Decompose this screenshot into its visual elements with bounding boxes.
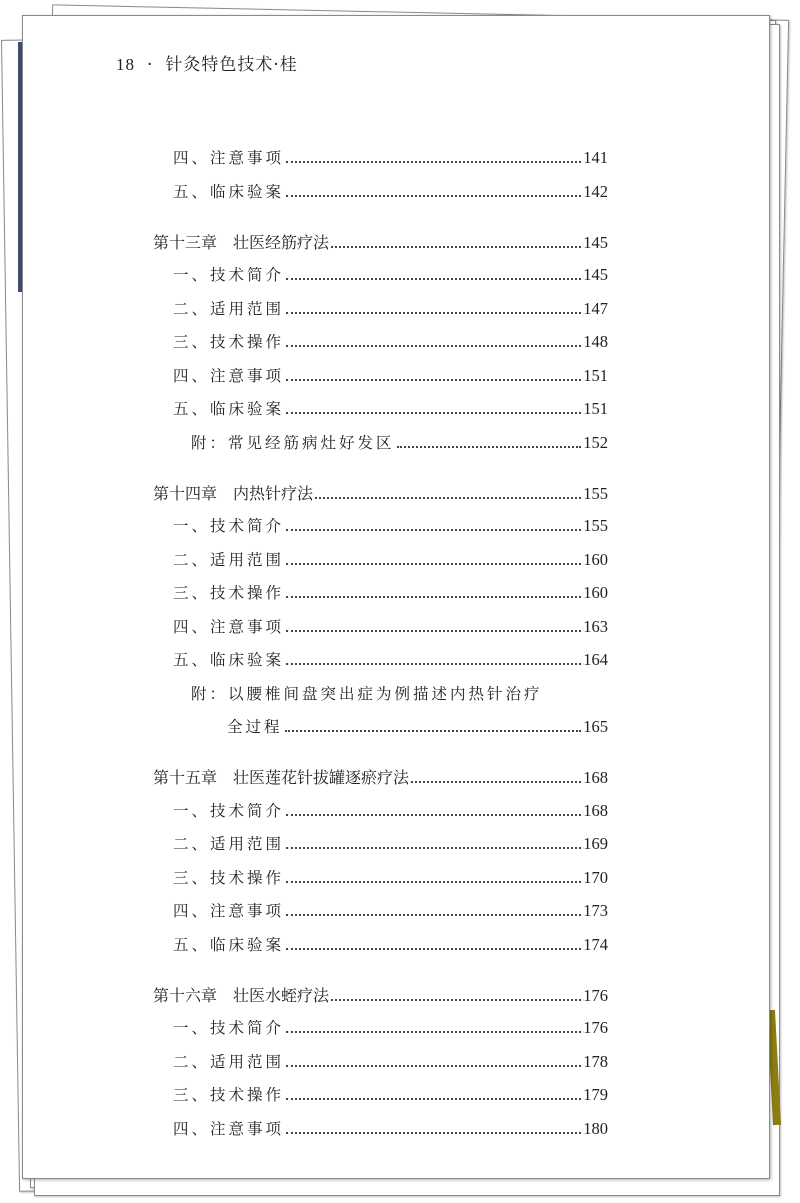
entry-title: 三、技术操作 bbox=[173, 868, 285, 887]
toc-entry[interactable] bbox=[173, 180, 608, 202]
entry-title: 四、注意事项 bbox=[173, 149, 285, 167]
entry-title: 附：以腰椎间盘突出症为例描述内热针治疗 bbox=[191, 684, 543, 703]
toc-entry[interactable] bbox=[173, 899, 608, 921]
toc-page bbox=[22, 15, 770, 1179]
toc-entry[interactable] bbox=[173, 799, 608, 821]
entry-title: 二、适用范围 bbox=[173, 299, 285, 318]
entry-page-number: 160 bbox=[583, 583, 608, 602]
entry-page-number: 179 bbox=[583, 1085, 608, 1104]
entry-page-number: 168 bbox=[583, 768, 608, 787]
leader-dots bbox=[286, 161, 581, 163]
toc-entry[interactable] bbox=[173, 514, 608, 536]
chapter-number: 第十五章 bbox=[153, 768, 218, 787]
page-number: 18 bbox=[116, 55, 135, 74]
entry-page-number: 141 bbox=[583, 148, 608, 167]
toc-entry[interactable] bbox=[173, 615, 608, 637]
entry-title: 壮医莲花针拔罐逐瘀疗法 bbox=[233, 768, 410, 787]
entry-page-number: 178 bbox=[583, 1051, 608, 1071]
entry-title: 三、技术操作 bbox=[173, 1086, 285, 1104]
leader-dots bbox=[286, 563, 581, 565]
toc-entry[interactable] bbox=[173, 648, 608, 670]
entry-title: 三、技术操作 bbox=[173, 333, 285, 351]
running-header bbox=[116, 50, 298, 75]
leader-dots bbox=[286, 1031, 581, 1033]
entry-title: 一、技术简介 bbox=[173, 801, 285, 820]
entry-page-number: 155 bbox=[583, 516, 608, 535]
entry-title: 内热针疗法 bbox=[233, 483, 314, 503]
leader-dots bbox=[286, 1065, 581, 1067]
toc-entry[interactable] bbox=[191, 682, 543, 704]
leader-dots bbox=[286, 630, 581, 632]
leader-dots bbox=[286, 948, 581, 950]
leader-dots bbox=[286, 312, 581, 314]
entry-title: 二、适用范围 bbox=[173, 1052, 285, 1071]
entry-title: 二、适用范围 bbox=[173, 835, 285, 853]
chapter-number: 第十六章 bbox=[153, 985, 218, 1005]
chapter-number: 第十四章 bbox=[153, 483, 218, 503]
toc-entry[interactable] bbox=[173, 1016, 608, 1038]
toc-chapter-entry[interactable] bbox=[153, 765, 608, 787]
entry-page-number: 173 bbox=[583, 901, 608, 920]
entry-page-number: 160 bbox=[583, 549, 608, 569]
entry-title: 壮医经筋疗法 bbox=[233, 232, 330, 252]
leader-dots bbox=[286, 379, 581, 381]
toc-entry[interactable] bbox=[173, 1050, 608, 1072]
entry-title: 一、技术简介 bbox=[173, 1019, 285, 1037]
leader-dots bbox=[286, 1098, 581, 1100]
leader-dots bbox=[286, 847, 581, 849]
entry-page-number: 145 bbox=[583, 232, 608, 252]
leader-dots bbox=[286, 663, 581, 665]
toc-entry[interactable] bbox=[173, 1117, 608, 1139]
toc-entry[interactable] bbox=[191, 431, 608, 453]
toc-entry[interactable] bbox=[173, 832, 608, 854]
leader-dots bbox=[286, 278, 581, 280]
entry-page-number: 142 bbox=[583, 181, 608, 201]
toc-entry[interactable] bbox=[173, 397, 608, 419]
leader-dots bbox=[286, 345, 581, 347]
book-title: 针灸特色技术·桂 bbox=[165, 55, 298, 75]
header-separator: · bbox=[147, 55, 154, 75]
leader-dots bbox=[397, 446, 582, 448]
leader-dots bbox=[411, 781, 581, 783]
entry-page-number: 168 bbox=[583, 800, 608, 820]
entry-title: 全过程 bbox=[227, 718, 283, 736]
leader-dots bbox=[286, 914, 581, 916]
entry-page-number: 147 bbox=[583, 298, 608, 318]
entry-title: 五、临床验案 bbox=[173, 400, 285, 418]
entry-title: 附：常见经筋病灶好发区 bbox=[191, 433, 395, 452]
entry-title: 四、注意事项 bbox=[173, 1119, 285, 1138]
toc-entry[interactable] bbox=[173, 364, 608, 386]
entry-page-number: 170 bbox=[583, 867, 608, 887]
entry-page-number: 174 bbox=[583, 934, 608, 954]
entry-page-number: 151 bbox=[583, 365, 608, 385]
entry-title: 三、技术操作 bbox=[173, 584, 285, 602]
entry-page-number: 145 bbox=[583, 265, 608, 284]
entry-page-number: 151 bbox=[583, 399, 608, 418]
entry-title: 壮医水蛭疗法 bbox=[233, 985, 330, 1005]
toc-entry[interactable] bbox=[173, 146, 608, 168]
entry-page-number: 155 bbox=[583, 483, 608, 503]
toc-entry[interactable] bbox=[173, 263, 608, 285]
leader-dots bbox=[286, 529, 581, 531]
leader-dots bbox=[286, 881, 581, 883]
entry-title: 五、临床验案 bbox=[173, 651, 285, 669]
leader-dots bbox=[285, 730, 582, 732]
leader-dots bbox=[286, 596, 581, 598]
entry-page-number: 165 bbox=[583, 717, 608, 736]
entry-page-number: 163 bbox=[583, 616, 608, 636]
entry-title: 五、临床验案 bbox=[173, 182, 285, 201]
entry-title: 一、技术简介 bbox=[173, 266, 285, 284]
leader-dots bbox=[286, 412, 581, 414]
entry-title: 四、注意事项 bbox=[173, 366, 285, 385]
leader-dots bbox=[286, 814, 581, 816]
toc-entry[interactable] bbox=[173, 548, 608, 570]
toc-chapter-entry[interactable] bbox=[153, 481, 608, 503]
chapter-number: 第十三章 bbox=[153, 232, 218, 252]
entry-page-number: 176 bbox=[583, 985, 608, 1005]
entry-title: 五、临床验案 bbox=[173, 935, 285, 954]
toc-entry[interactable] bbox=[173, 581, 608, 603]
toc-entry[interactable] bbox=[173, 297, 608, 319]
entry-page-number: 164 bbox=[583, 650, 608, 669]
toc-entry[interactable] bbox=[173, 866, 608, 888]
toc-entry[interactable] bbox=[173, 330, 608, 352]
toc-entry[interactable] bbox=[173, 933, 608, 955]
leader-dots bbox=[331, 246, 581, 248]
toc-entry[interactable] bbox=[173, 1083, 608, 1105]
entry-page-number: 169 bbox=[583, 834, 608, 853]
entry-title: 四、注意事项 bbox=[173, 902, 285, 920]
entry-page-number: 180 bbox=[583, 1118, 608, 1138]
toc-chapter-entry[interactable] bbox=[153, 983, 608, 1005]
entry-title: 一、技术简介 bbox=[173, 517, 285, 535]
entry-page-number: 176 bbox=[583, 1018, 608, 1037]
entry-page-number: 148 bbox=[583, 332, 608, 351]
toc-entry[interactable] bbox=[227, 715, 608, 737]
leader-dots bbox=[286, 1132, 581, 1134]
entry-page-number: 152 bbox=[583, 432, 608, 452]
toc-chapter-entry[interactable] bbox=[153, 230, 608, 252]
leader-dots bbox=[331, 999, 581, 1001]
leader-dots bbox=[315, 497, 581, 499]
entry-title: 二、适用范围 bbox=[173, 550, 285, 569]
entry-title: 四、注意事项 bbox=[173, 617, 285, 636]
leader-dots bbox=[286, 195, 581, 197]
